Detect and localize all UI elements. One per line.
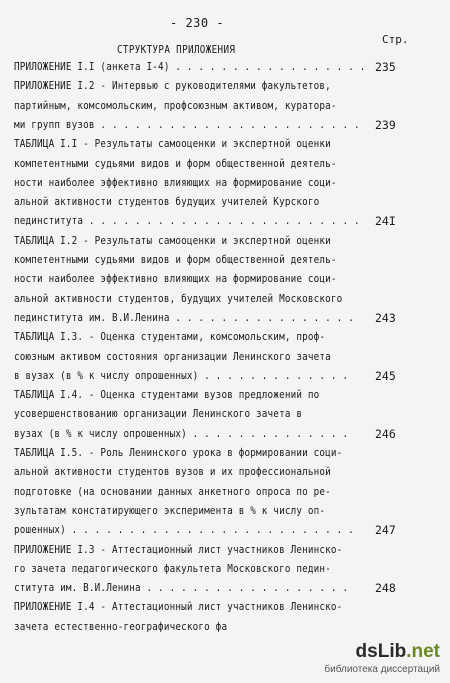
watermark-logo: dsLib.net bbox=[355, 641, 440, 662]
toc-page-number: 235 bbox=[375, 60, 396, 74]
toc-line: партийным, комсомольским, профсоюзным активом, куратора- bbox=[14, 98, 337, 112]
toc-line: рошенных) . . . . . . . . . . . . . . . . . . . . . . . . . bbox=[14, 523, 354, 537]
toc-line: компетентными судьями видов и форм общественной деятель- bbox=[14, 156, 337, 170]
toc-line: усовершенствованию организации Ленинского зачета в bbox=[14, 407, 303, 421]
toc-line: ПРИЛОЖЕНИЕ I.4 - Аттестационный лист участников Ленинско- bbox=[14, 600, 343, 614]
toc-line: ТАБЛИЦА I.3. - Оценка студентами, комсомольским, проф- bbox=[14, 330, 326, 344]
toc-line: ТАБЛИЦА I.2 - Результаты самооценки и экспертной оценки bbox=[14, 233, 331, 247]
toc-page-number: 248 bbox=[375, 581, 396, 596]
toc-line: альной активности студентов будущих учителей Курского bbox=[14, 195, 320, 209]
watermark bbox=[324, 641, 440, 675]
toc-line: ПРИЛОЖЕНИЕ I.3 - Аттестационный лист участников Ленинско- bbox=[14, 542, 343, 556]
watermark-subtitle: библиотека диссертаций bbox=[324, 664, 440, 675]
toc-line: пединститута . . . . . . . . . . . . . . . . . . . . . . . . bbox=[14, 214, 360, 228]
toc-page-number: 243 bbox=[375, 310, 396, 325]
document-title: СТРУКТУРА ПРИЛОЖЕНИЯ bbox=[117, 44, 236, 56]
toc-page-number: 246 bbox=[375, 426, 396, 441]
toc-line: альной активности студентов вузов и их профессиональной bbox=[14, 465, 331, 479]
toc-line: ПРИЛОЖЕНИЕ I.I (анкета I-4) . . . . . . . . . . . . . . . . . bbox=[14, 60, 366, 73]
toc-line: альной активности студентов, будущих учителей Московского bbox=[14, 291, 343, 305]
page-number: - 230 - bbox=[170, 16, 225, 30]
toc-line: ПРИЛОЖЕНИЕ I.2 - Интервью с руководителями факультетов, bbox=[14, 79, 331, 93]
toc-line: вузах (в % к числу опрошенных) . . . . . . . . . . . . . . bbox=[14, 426, 349, 440]
toc-line: союзным активом состояния организации Ленинского зачета bbox=[14, 349, 331, 363]
toc-line: ности наиболее эффективно влияющих на формирование соци- bbox=[14, 272, 337, 286]
toc-line: ми групп вузов . . . . . . . . . . . . . . . . . . . . . . . bbox=[14, 117, 360, 131]
toc-line: в вузах (в % к числу опрошенных) . . . . . . . . . . . . . bbox=[14, 368, 349, 382]
toc-line: го зачета педагогического факультета Московского педин- bbox=[14, 561, 331, 575]
toc-page-number: 245 bbox=[375, 368, 396, 383]
toc-line: ТАБЛИЦА I.5. - Роль Ленинского урока в формировании соци- bbox=[14, 446, 343, 459]
page-column-header: Стр. bbox=[382, 33, 409, 46]
toc-line: пединститута им. В.И.Ленина . . . . . . . . . . . . . . . . bbox=[14, 310, 354, 324]
toc-line: зультатам констатирующего эксперимента в % к числу оп- bbox=[14, 503, 326, 517]
toc-line: компетентными судьями видов и форм общественной деятель- bbox=[14, 253, 337, 266]
toc-line: ститута им. В.И.Ленина . . . . . . . . . . . . . . . . . . bbox=[14, 581, 349, 595]
toc-line: ТАБЛИЦА I.I - Результаты самооценки и экспертной оценки bbox=[14, 137, 331, 151]
toc-line: ности наиболее эффективно влияющих на формирование соци- bbox=[14, 175, 337, 189]
toc-line: подготовке (на основании данных анкетного опроса по ре- bbox=[14, 484, 331, 498]
toc-page-number: 24I bbox=[375, 214, 396, 229]
toc-page-number: 247 bbox=[375, 523, 396, 538]
toc-page-number: 239 bbox=[375, 117, 396, 132]
toc-line: зачета естественно-географического фа bbox=[14, 619, 228, 633]
toc-line: ТАБЛИЦА I.4. - Оценка студентами вузов предложений по bbox=[14, 388, 320, 402]
